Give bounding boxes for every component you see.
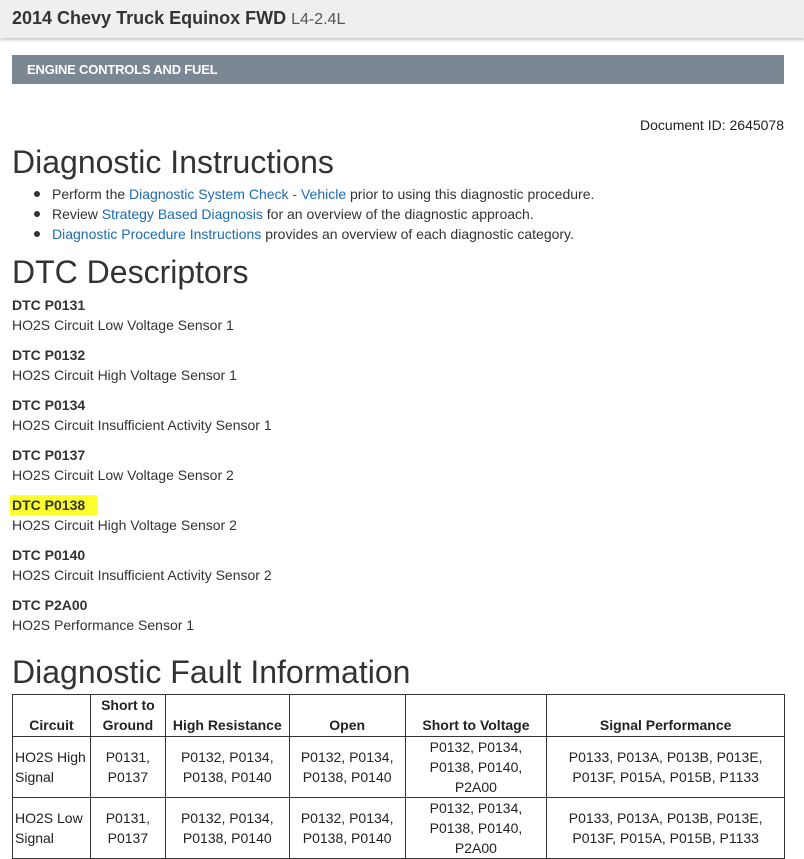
- cell-open: P0132, P0134, P0138, P0140: [289, 798, 405, 859]
- bullet-icon: [34, 231, 40, 237]
- cell-circuit: HO2S Low Signal: [13, 798, 91, 859]
- bullet-icon: [34, 191, 40, 197]
- cell-high-resistance: P0132, P0134, P0138, P0140: [165, 737, 289, 798]
- dtc-item: [12, 295, 272, 345]
- dtc-code: DTC P0140: [12, 547, 86, 563]
- dtc-code: DTC P2A00: [12, 597, 88, 613]
- dtc-code: DTC P0137: [12, 447, 86, 463]
- bullet-icon: [34, 211, 40, 217]
- cell-short-to-voltage: P0132, P0134, P0138, P0140, P2A00: [405, 798, 547, 859]
- instruction-item: [32, 224, 594, 244]
- dtc-list: [12, 295, 272, 645]
- dtc-description: HO2S Performance Sensor 1: [12, 617, 195, 633]
- instruction-item: [32, 184, 594, 204]
- column-header-short-to-voltage: Short to Voltage: [405, 695, 547, 737]
- fault-information-table: [12, 694, 785, 859]
- cell-high-resistance: P0132, P0134, P0138, P0140: [165, 798, 289, 859]
- table-row: [13, 737, 785, 798]
- instruction-text: Review: [52, 206, 102, 222]
- vehicle-header-bar: [0, 0, 804, 38]
- dtc-item: [12, 545, 272, 595]
- dtc-item: [12, 345, 272, 395]
- cell-signal-performance: P0133, P013A, P013B, P013E, P013F, P015A, P015B, P1133: [547, 798, 785, 859]
- dtc-item: [12, 495, 272, 545]
- diagnostic-system-check-link[interactable]: Diagnostic System Check - Vehicle: [129, 186, 347, 202]
- cell-short-to-ground: P0131, P0137: [90, 798, 165, 859]
- instruction-text: prior to using this diagnostic procedure.: [346, 186, 595, 202]
- dtc-description: HO2S Circuit Low Voltage Sensor 1: [12, 317, 234, 333]
- dtc-description: HO2S Circuit Insufficient Activity Sensor 1: [12, 417, 272, 433]
- instruction-text: Perform the: [52, 186, 130, 202]
- vehicle-name: 2014 Chevy Truck Equinox FWD: [12, 8, 287, 28]
- vehicle-title: [12, 8, 345, 29]
- instruction-item: [32, 204, 594, 224]
- dtc-item: [12, 595, 272, 645]
- dtc-code: DTC P0134: [12, 397, 86, 413]
- column-header-signal-performance: Signal Performance: [547, 695, 785, 737]
- table-row: [13, 798, 785, 859]
- fault-information-heading: Diagnostic Fault Information: [12, 654, 411, 690]
- column-header-short-to-ground: Short to Ground: [90, 695, 165, 737]
- instructions-list: [32, 184, 594, 244]
- diagnostic-procedure-instructions-link[interactable]: Diagnostic Procedure Instructions: [52, 226, 262, 242]
- section-title: ENGINE CONTROLS AND FUEL: [27, 62, 218, 77]
- dtc-code: DTC P0131: [12, 297, 86, 313]
- cell-short-to-voltage: P0132, P0134, P0138, P0140, P2A00: [405, 737, 547, 798]
- instruction-text: for an overview of the diagnostic approach.: [262, 206, 534, 222]
- column-header-circuit: Circuit: [13, 695, 91, 737]
- document-id: Document ID: 2645078: [640, 117, 784, 133]
- strategy-based-diagnosis-link[interactable]: Strategy Based Diagnosis: [101, 206, 263, 222]
- column-header-high-resistance: High Resistance: [165, 695, 289, 737]
- cell-circuit: HO2S High Signal: [13, 737, 91, 798]
- dtc-description: HO2S Circuit High Voltage Sensor 2: [12, 517, 237, 533]
- dtc-code-highlighted: DTC P0138: [10, 495, 97, 515]
- dtc-description: HO2S Circuit Insufficient Activity Sensor 2: [12, 567, 272, 583]
- dtc-item: [12, 395, 272, 445]
- cell-open: P0132, P0134, P0138, P0140: [289, 737, 405, 798]
- dtc-code: DTC P0132: [12, 347, 86, 363]
- dtc-descriptors-heading: DTC Descriptors: [12, 254, 249, 290]
- diagnostic-instructions-heading: Diagnostic Instructions: [12, 144, 334, 180]
- dtc-description: HO2S Circuit Low Voltage Sensor 2: [12, 467, 234, 483]
- table-header-row: [13, 695, 785, 737]
- engine-spec: L4-2.4L: [291, 11, 346, 28]
- column-header-open: Open: [289, 695, 405, 737]
- cell-short-to-ground: P0131, P0137: [90, 737, 165, 798]
- cell-signal-performance: P0133, P013A, P013B, P013E, P013F, P015A, P015B, P1133: [547, 737, 785, 798]
- instruction-text: provides an overview of each diagnostic category.: [261, 226, 574, 242]
- dtc-description: HO2S Circuit High Voltage Sensor 1: [12, 367, 237, 383]
- section-banner: [12, 55, 784, 84]
- dtc-item: [12, 445, 272, 495]
